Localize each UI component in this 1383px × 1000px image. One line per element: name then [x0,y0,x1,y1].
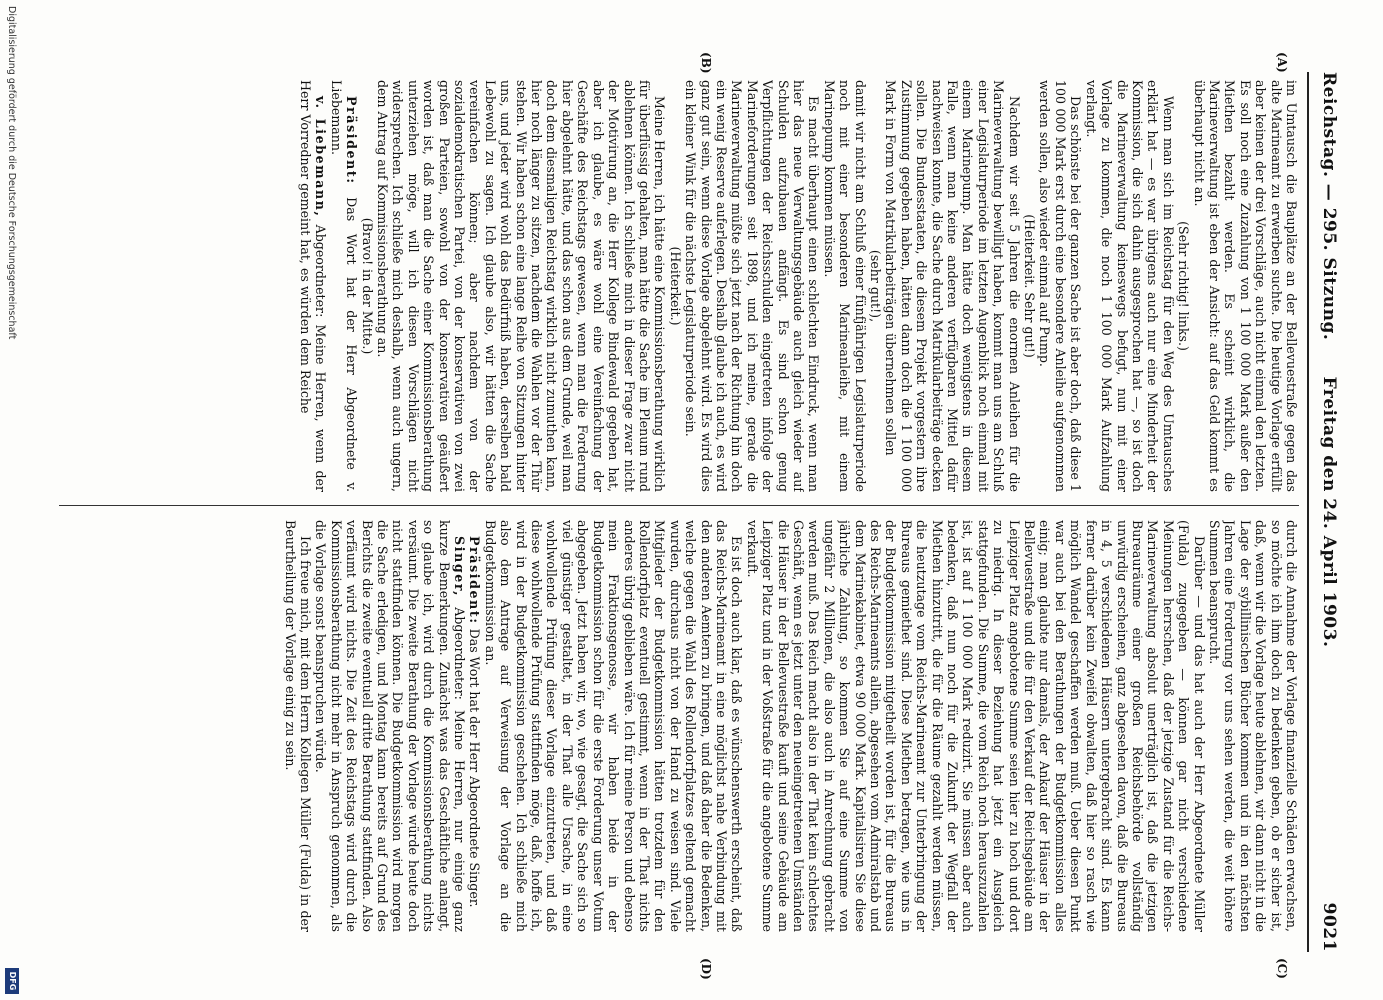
credit-text: Digitalisierung gefördert durch die Deutsche Forschungsgemeinschaft [6,6,17,340]
page-header [1313,72,1343,952]
speaker-label: v. Liebemann, [313,96,329,218]
speaker-text: Das Wort hat der Herr Abgeordnete Singer. [467,624,483,908]
header-center-left: Reichstag. — 295. Sitzung. [1319,72,1339,341]
speaker-line [298,80,329,492]
paragraph: Ich freue mich, mit dem Herrn Kollegen Müller (Fulda) in der Beurtheilung der Vorlage einig zu sein. [282,520,313,932]
speaker-text: Das Wort hat der Herr Abgeordnete v. Liebemann. [328,80,360,492]
speaker-label: Präsident: [344,96,360,185]
interjection: (Sehr richtig! links.) [1176,221,1192,351]
margin-marker-c: (C) [1275,958,1289,979]
margin-marker-b: (B) [699,52,713,74]
paragraph: Es ist doch auch klar, daß es wünschenswerth erscheint, daß das Reichs-Marineamt in eine möglichst nahe Verbindung mit den anderen Aemtern zu bringen, und daß daher die Bedenken, welche gegen die Wahl des Rollendorfplatzes geltend gemacht wurden, durchaus nicht von der Hand zu weisen sind. Viele Mitglieder der Budgetkommission hätten trotzdem für den Rollendorfplatz eventuell gestimmt, wenn in der That nichts anderes übrig geblieben wäre. Ich für meine Person und ebenso mein Fraktionsgenosse, wir haben beide in der Budgetkommission schon für die erste Forderung unser Votum abgegeben. Jetzt haben wir, wo, wie gesagt, die Sache sich so viel günstiger gestaltet, in der That alle Ursache, in eine wohlwollende Prüfung dieser Vorlage einzutreten, und daß diese wohlwollende Prüfung stattfinden möge, daß, hoffe ich, wird in der Budgetkommission geschehen. Ich schließe mich also dem Antrage auf Verweisung der Vorlage an die Budgetkommission an. [482,520,745,932]
paragraph: im Umtausch die Bauplätze an der Bellevuestraße gegen das alte Marineamt zu erwerben suchte. Die heutige Vorlage erfüllt aber keinen der drei Vorschläge, auch nicht einmal den letzten. Es soll noch eine Zuzahlung von 1 100 000 Mark außer den Miethen bezahlt werden. Es scheint wirklich, die Marineverwaltung ist eben der Ansicht: auf das Geld kommt es überhaupt nicht an. [1191,80,1299,492]
interjection: (sehr gut!), [868,249,884,323]
speaker-line [328,80,359,492]
right-column [49,520,1299,932]
speaker-line [313,520,467,932]
speaker-label: Präsident: [467,536,483,625]
paragraph: Darüber — und das hat auch der Herr Abgeordnete Müller (Fulda) zugegeben — können gar nicht verschiedene Meinungen herrschen, daß der jetzige Zustand für die Reichs-Marineverwaltung absolut unerträglich ist, daß die jetzigen Bureauräume einer großen Reichsbehörde vollständig unwürdig erscheinen, ganz abgesehen davon, daß die Bureaus in 4, 5 verschiedenen Häusern untergebracht sind. Es kann ferner darüber kein Zweifel obwalten, daß hier so rasch wie möglich Wandel geschaffen werden muß. Ueber diesen Punkt war auch bei den Berathungen der Budgetkommission alles einig; man glaubte nur damals, der Ankauf der Häuser in der Bellevuestraße und die für den Verkauf der Reichsgebäude am Leipziger Platz angebotene Summe seien hier zu hoch und dort zu niedrig. In dieser Beziehung hat jetzt ein Ausgleich stattgefunden. Die Summe, die vom Reich noch herauszuzahlen ist, ist auf 1 100 000 Mark reduzirt. Sie müssen aber auch bedenken, daß nun noch für die Zukunft der Wegfall der Miethen hinzutritt, die für die Räume gezahlt werden müssen, die heutzutage vom Reichs-Marineamt zur Unterbringung der Bureaus gemiethet sind. Diese Miethen betragen, wie uns in der Budgetkommission mitgetheilt worden ist, für die Bureaus des Reichs-Marineamts allein, abgesehen vom Admiralstab und dem Marinekabinet, etwa 90 000 Mark. Kapitalisiren Sie diese jährliche Zahlung, so kommen Sie auf eine Summe von ungefähr 2 Millionen, die also auch in Anrechnung gebracht werden muß. Das Reich macht also in der That kein schlechtes Geschäft, wenn es jetzt unter den neueingetretenen Umständen die Häuser in der Bellevuestraße kauft und seine Gebäude am Leipziger Platz und in der Voßstraße für die angebotene Summe verkauft. [744,520,1207,932]
margin-marker-d: (D) [699,958,713,980]
paragraph: Meine Herren, ich hätte eine Kommissionsberathung wirklich für überflüssig gehalten, man hätte die Sache im Plenum rund ablehnen können. Ich schließe mich in dieser Frage zwar nicht der Motivirung an, die Herr Kollege Bindewald gegeben hat, aber ich glaube, es wäre wohl eine Vereinfachung der Geschäfte des Reichstags gewesen, wenn man die Forderung hier abgelehnt hätte, und das schon aus dem Grunde, weil man doch dem diesmaligen Reichstag wirklich nicht zumuthen kann, hier noch länger zu sitzen, nachdem die Wahlen vor der Thür stehen. Wir haben schon eine lange Reihe von Sitzungen hinter uns, und jeder wird wohl das Bedürfniß haben, derselben bald Lebewohl zu sagen. Ich glaube also, wir hätten die Sache vereinfachen können; aber nachdem von der sozialdemokratischen Partei, von der konservativen von zwei großen Parteien, sowohl von der konservativen geäußert worden ist, daß man die Sache einer Kommissionsberathung unterziehen möge, will ich diesen Vorschlägen nicht widersprechen. Ich schließe mich deshalb, wenn auch ungern, dem Antrag auf Kommissionsberathung an. [375,80,668,492]
paragraph: durch die Annahme der Vorlage finanzielle Schäden erwachsen, so möchte ich ihm doch zu bedenken geben, ob er sicher ist, daß, wenn wir die Vorlage heute ablehnen, wir dann nicht in die Lage der sybillinischen Bücher kommen und in den nächsten Jahren eine Forderung vor uns sehen werden, die weit höhere Summen beansprucht. [1206,520,1299,932]
dfg-logo: DFG [5,968,19,994]
paragraph: Nachdem wir seit 5 Jahren die enormen Anleihen für die Marineverwaltung bewilligt haben, kommt man uns am Schluß einer Legislaturperiode im letzten Augenblick noch einmal mit einem Marinepump. Man hätte doch wenigstens in diesem Falle, wenn man keine anderen verfügbaren Mittel dafür nachweisen konnte, die Sache durch Matrikularbeiträge decken sollen. Die Bundesstaaten, die diesem Projekt vorgestern ihre Zustimmung gegeben haben, hätten dann doch die 1 100 000 Mark in Form von Matrikularbeiträgen übernehmen sollen [883,80,1022,492]
paragraph: Wenn man sich im Reichstag für den Weg des Umtausches erklärt hat — es war übrigens auch nur eine Minderheit der Kommission, die sich dahin ausgesprochen hat —, so ist doch die Marineverwaltung keineswegs befugt, nun mit einer Vorlage zu kommen, die noch 1 100 000 Mark Aufzahlung verlangt. [1083,80,1176,492]
page-number: 9021 [1319,902,1339,952]
header-center-right: Freitag den 24. April 1903. [1319,376,1339,648]
interjection: (Bravo! in der Mitte.) [359,217,375,355]
left-column [49,80,1299,492]
speaker-line [467,520,482,932]
paragraph: damit wir nicht am Schluß einer fünfjährigen Legislaturperiode noch mit einer besonderen Marineanleihe, mit einem Marinepump kommen müssen. [821,80,868,492]
speaker-text: Abgeordneter: Meine Herren, nur einige ganz kurze Bemerkungen. Zunächst was das Geschäftliche anlangt, so glaube ich, wird durch die Kommissionsberathung nichts versäumt. Die zweite Berathung der Vorlage würde heute doch nicht stattfinden können. Die Budgetkommission wird morgen die Sache erledigen, und Montag kann bereits auf Grund des Berichts die zweite eventuell dritte Berathung stattfinden. Also verfäumt wird nichts. Die Zeit des Reichstags wird durch die Kommissionsberathung nicht mehr in Anspruch genommen, als die Vorlage sonst beanspruchen würde. [313,520,468,932]
speaker-label: Singer, [452,536,468,598]
paragraph: Es macht überhaupt einen schlechten Eindruck, wenn man hier das neue Verwaltungsgebäude auch gleich wieder auf Schulden aufzubauen anfängt. Es sind schon genug Verpflichtungen der Reichsschulden eingetreten infolge der Marineforderungen seit 1898, und ich meine, gerade die Marineverwaltung müßte sich jetzt nach der Richtung hin doch ein wenig Reserve auferlegen. Deshalb glaube ich auch, es wird ganz gut sein, wenn diese Vorlage abgelehnt wird. Es wird dies ein kleiner Wink für die nächste Legislaturperiode sein. [683,80,822,492]
digitization-credit [1,0,21,1000]
interjection: (Heiterkeit. Sehr gut!) [1022,214,1038,358]
speaker-text: Abgeordneter: Meine Herren, wenn der Herr Vorredner gemeint hat, es würden dem Reiche [298,80,329,492]
paragraph: Das schönste bei der ganzen Sache ist aber doch, daß diese 1 100 000 Mark erst durch eine besondere Anleihe aufgenommen werden sollen, also wieder einmal auf Pump. [1037,80,1084,492]
column-divider [59,505,1299,506]
header-rule [1307,72,1309,952]
margin-marker-a: (A) [1275,52,1289,73]
interjection: (Heiterkeit.) [667,246,683,326]
